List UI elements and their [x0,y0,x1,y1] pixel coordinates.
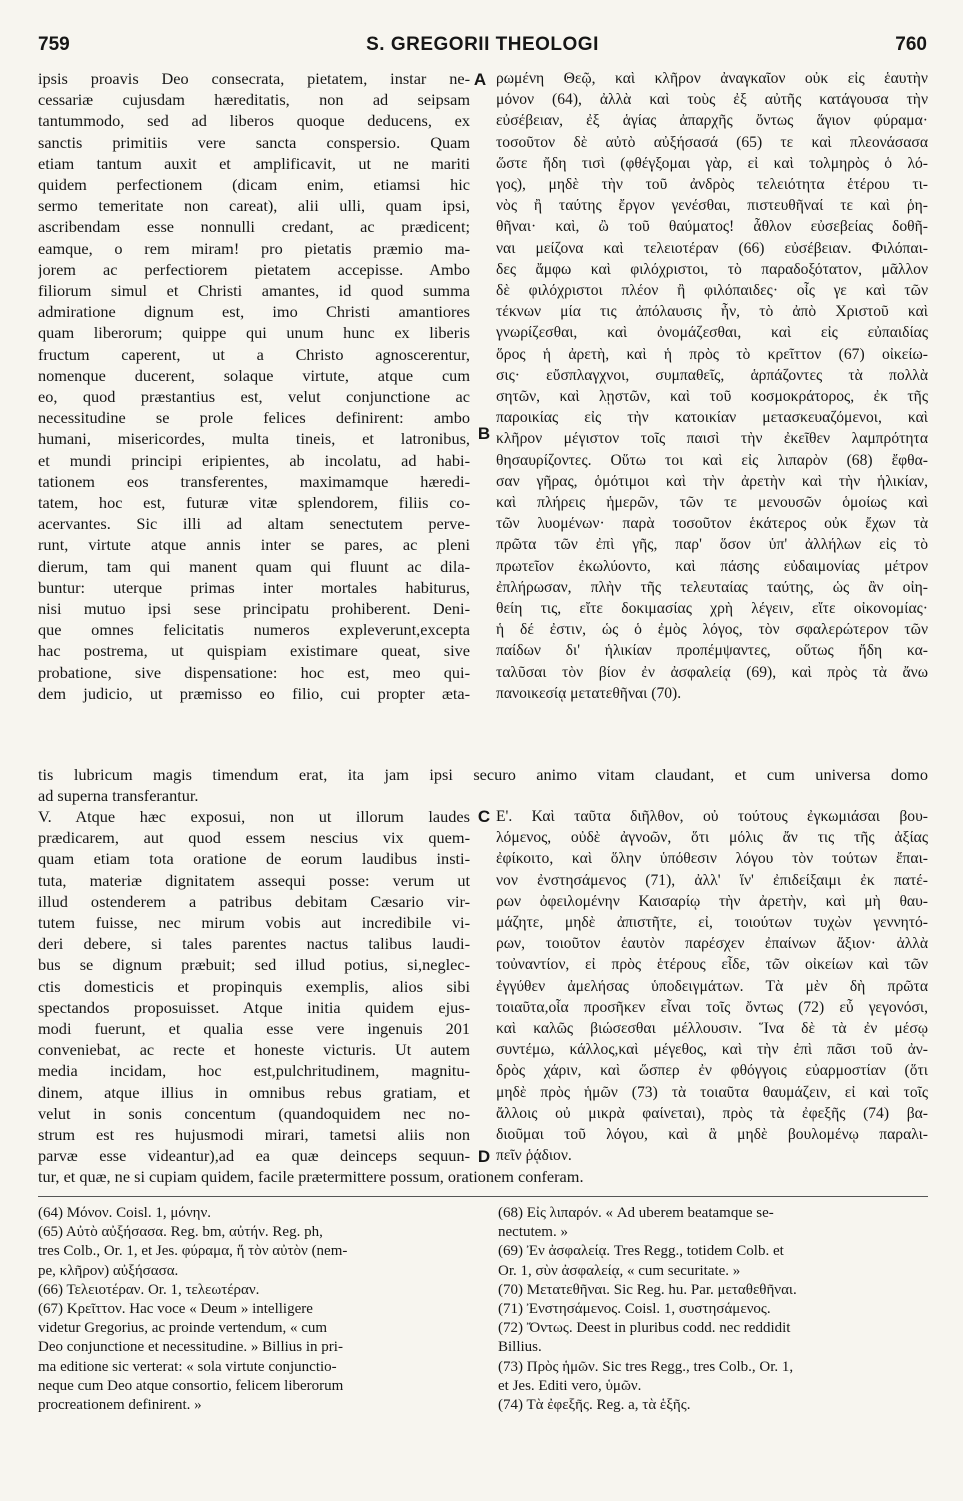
greek-text-line: ἐφίκοιτο, καὶ ὅλην ὑπόθεσιν λόγου τὸν τούτων ἔπαι- [496,850,928,868]
footnote-line: (69) Ἐν ἀσφαλείᾳ. Tres Regg., totidem Colb. et [498,1243,784,1260]
latin-text-line: quidem perfectionem (dicam enim, etiamsi hic [38,175,470,195]
greek-text-line: πανοικεσίᾳ μετατεθῆναι (70). [496,684,682,702]
latin-text-line: ctis domesticis et propinquis exemplis, alios sibi [38,976,470,996]
latin-text-line: dierum, tam qui manent quam qui fluunt ac dila- [38,556,470,576]
footnote-line: pe, κλῆρον) αὐξήσασα. [38,1262,179,1279]
latin-text-line: bus se dignum præbuit; sed illud potius, si,neglec- [38,955,470,975]
greek-text-line: ὥστε ἤδη τισὶ (φθέγξομαι γὰρ, εἰ καὶ τολμηρὸς ὁ λό- [496,154,928,172]
latin-text-line: nomenque ducerent, solaque virtute, atque cum [38,365,470,385]
latin-text-line: jorem ac perfectiorem pietatem accepisse. Ambo [38,259,470,279]
footnote-line: (64) Μόνον. Coisl. 1, μόνην. [38,1205,212,1221]
greek-text-line: καὶ καλῶς βιώσεσθαι μέλλουσιν. Ἵνα δὲ τὰ ἐν μέσῳ [496,1020,928,1038]
latin-text-line: eamque, o rem miram! pro pietatis præmio ma- [38,238,470,258]
latin-text-line: nisi mutuo ipsi sese principatu prohiberent. Deni- [38,599,470,619]
footnote-line: (73) Πρὸς ἡμῶν. Sic tres Regg., tres Colb., Or. 1, [498,1358,794,1375]
greek-column-top [496,68,928,704]
greek-text-line: δες ἄμφω καὶ φιλόχριστοι, τὸ παραδοξότατον, μᾶλλον [496,260,928,278]
greek-text-line: θῆναι· καὶ, ὢ τοῦ θαύματος! ἆθλον εὐσεβείας δοθῆ- [496,218,928,236]
page-number-left: 759 [38,34,70,55]
bridge-text-line: tis lubricum magis timendum erat, ita jam ipsi securo animo vitam claudant, et cum universa domo [38,765,928,784]
footnote-line: (74) Τὰ ἐφεξῆς. Reg. a, τὰ ἑξῆς. [498,1397,691,1414]
greek-text-line: θείη τις, εἴτε δοκιμασίας χρὴ λέγειν, εἴτε οἰκονομίας· [496,600,928,618]
latin-text-line: filiorum simul et Christi amantes, id quod summa [38,281,470,301]
latin-text-line: strum est res hujusmodi mirari, tametsi aliis non [38,1125,470,1145]
footnote-line: tres Colb., Or. 1, et Jes. φύραμα, ἥ τὸν αὐτὸν (nem- [38,1243,348,1260]
greek-text-line: τῶν λυομένων· παρὰ τοσοῦτον ἑκάτερος οὐκ ἔχων τὰ [496,515,928,533]
latin-text-line: conveniebat, ac recte et honeste victuris. Ut autem [38,1040,470,1060]
greek-text-line: συντέμω, κάλλος,καὶ μέγεθος, καὶ τὴν ἐπὶ πᾶσι τοῦ ἀν- [496,1041,928,1059]
greek-text-line: δὲ φιλόχριστοι πλέον ἢ φιλόπαιδες· οἷς γε καὶ τῶν [496,282,928,300]
closing-text-line: tur, et quæ, ne si cupiam quidem, facile prætermittere possum, orationem conferam. [38,1167,584,1186]
latin-text-line: media incidam, hoc est,pulchritudinem, magnitu- [38,1061,470,1081]
greek-text-line: διοῦμαι τοῦ λόγου, καὶ ἃ μηδὲ βουλομένῳ παραλι- [496,1126,928,1144]
footnote-line: (65) Αὐτὸ αὐξήσασα. Reg. bm, αὐτήν. Reg. ph, [38,1224,323,1241]
latin-text-line: illud ostenderem a patribus debitam Cæsario vir- [38,891,470,911]
greek-text-line: μηδὲ πρὸς ἡμῶν (73) τὰ τοιαῦτα θαυμάζειν, εἰ καὶ τοῖς [496,1083,928,1101]
latin-text-line: hac postrema, ut quispiam existimare queat, sive [38,641,470,661]
latin-text-line: buntur: uterque primas inter mortales habiturus, [38,577,470,597]
greek-text-line: γνωρίζεσθαι, καὶ ὀνομάζεσθαι, καὶ εἰς εὐπαιδίας [496,324,928,342]
latin-text-line: ascribendam esse nonnulli credant, ac prædicent; [38,217,470,237]
greek-text-line: νον ἐνστησάμενος (71), ἀλλ' ἵν' ἐπιδείξαιμι ἐκ πατέ- [496,871,928,889]
greek-text-line: ἐγγύθεν ἀμελήσας ὑποδειγμάτων. Τὰ μὲν δὴ πρῶτα [496,977,928,995]
greek-text-line: ἐπλήρωσαν, πλὴν τῆς τελευταίας ταύτης, ὡς ἂν οἰη- [496,578,928,596]
latin-text-line: quam etiam tota oratione de eorum laudibus insti- [38,849,470,869]
latin-text-line: sanctis primitiis vere sancta conspersio. Quam [38,132,470,152]
greek-column-bottom [496,806,928,1166]
latin-text-line: dem judicio, ut præmisso eo filio, cui propter æta- [38,683,470,703]
greek-text-line: τοὐναντίον, εἰ πρὸς ἑτέρους εἶδε, τῶν οἰκείων καὶ τῶν [496,956,928,974]
footnotes-left [38,1204,474,1415]
footnote-line: neque cum Deo atque consortio, felicem liberorum [38,1377,344,1394]
full-width-bridge [38,764,928,806]
greek-text-line: λόμενος, οὐδὲ ἀγνοῶν, ὅτι μόλις ἄν τις τῆς ἀξίας [496,829,928,847]
section-marker-c: C [477,807,491,826]
latin-text-line: parvæ esse videantur),ad ea quæ deinceps sequun- [38,1146,470,1166]
latin-text-line: spectandos proposuisset. Atque initia quidem ejus- [38,997,470,1017]
greek-text-line: ὅρος ἡ ἀρετὴ, καὶ ἡ πρὸς τὸ κρεῖττον (67) οἰκείω- [496,345,928,363]
greek-text-line: ἡ δέ ἐστιν, ὡς ὁ ἐμὸς λόγος, τὸν σφαλερώτερον τῶν [496,621,928,639]
greek-text-line: νὸς ἢ ταύτης ἔργον γενέσθαι, πιστευθῆναί τε καὶ ῥη- [496,197,928,215]
section-marker-b: B [477,424,491,443]
section-marker-a: A [473,70,487,89]
latin-text-line: tuta, materiæ dignitatem assequi posse: verum ut [38,870,470,890]
latin-text-line: quam liberorum; quippe qui unum hunc ex liberis [38,323,470,343]
greek-text-line: ρωμένη Θεῷ, καὶ κλῆρον ἀναγκαῖον οὐκ εἰς ἑαυτὴν [496,70,928,87]
latin-column-top [38,68,470,704]
latin-text-line: probatione, sive dispensatione: hoc est, meo qui- [38,662,470,682]
running-title: S. GREGORII THEOLOGI [366,34,599,55]
greek-text-line: εὐσέβειαν, ἐξ ἁγίας ἀπαρχῆς ὄντως ἅγιον φύραμα· [496,112,928,130]
latin-text-line: fructum caperent, ut a Christo agnoscerentur, [38,344,470,364]
greek-text-line: ταλῦσαι τὸν βίον ἐν ἀσφαλείᾳ (69), καὶ πρὸς τὰ ἄνω [496,663,928,681]
latin-text-line: acervantes. Sic illi ad altam senectutem perve- [38,514,470,534]
greek-text-line: θησαυρίζοντες. Οὕτω τοι καὶ εἰς λιπαρὸν (68) ἔφθα- [496,451,928,469]
greek-text-line: τέκνων μία τις ἀπόλαυσις ἦν, τὸ ἀπὸ Χριστοῦ καὶ [496,303,928,321]
page-number-right: 760 [895,34,927,55]
footnote-line: Billius. [498,1339,542,1356]
footnote-line: (72) Ὄντως. Deest in pluribus codd. nec reddidit [498,1320,791,1337]
section-marker-d: D [477,1147,491,1166]
greek-text-line: κλῆρον μέγιστον τοῖς παισὶ τὴν ἐκεῖθεν λαμπρότητα [496,430,928,448]
latin-text-line: necessitudine se prole felices definirent: ambo [38,408,470,428]
full-width-closing [38,1166,928,1187]
footnote-divider [38,1196,928,1197]
footnote-line: procreationem definirent. » [38,1397,202,1414]
footnotes-right [498,1204,928,1415]
latin-text-line: modi fuerunt, et qualia esse vere ingenuis 201 [38,1019,470,1039]
latin-text-line: velut in sonis concentum (quandoquidem nec no- [38,1103,470,1123]
latin-text-line: cessariæ cujusdam hæreditatis, non ad seipsam [38,90,470,110]
footnote-line: (67) Κρεῖττον. Hac voce « Deum » intelligere [38,1301,313,1318]
greek-text-line: ναι μείζονα καὶ τελειοτέραν (66) εὐσέβειαν. Φιλόπαι- [496,239,928,257]
footnote-line: (68) Εἰς λιπαρόν. « Ad uberem beatamque se- [498,1205,774,1221]
greek-text-line: παροικίας εἰς τὴν κατοικίαν μετασκευαζόμενοι, καὶ [496,409,928,427]
footnote-line: nectutem. » [498,1224,568,1241]
latin-text-line: eo, quod præstantius est, velut conjunctione ac [38,387,470,407]
footnote-line: (70) Μετατεθῆναι. Sic Reg. hu. Par. μεταθεθῆναι. [498,1281,797,1298]
greek-text-line: πεῖν ῥᾴδιον. [496,1147,572,1165]
greek-text-line: ρων, τοιοῦτον ἑαυτὸν παρέσχεν ἐπαίνων ἄξιον· ἀλλὰ [496,935,928,953]
bridge-text-line: ad superna transferantur. [38,786,199,806]
latin-text-line: runt, virtute atque annis inter se pares, ac pleni [38,535,470,555]
latin-text-line: deri debere, si tales parentes nactus talibus laudi- [38,934,470,954]
latin-text-line: admiratione dignum est, imo Christi amantiores [38,302,470,322]
latin-text-line: tatem, hoc est, futuræ vitæ splendorem, filiis co- [38,493,470,513]
latin-column-bottom [38,806,470,1166]
footnote-line: (66) Τελειοτέραν. Or. 1, τελεωτέραν. [38,1281,260,1298]
greek-text-line: καὶ πλήρεις ἡμερῶν, τῶν τε μενουσῶν ὁμοίως καὶ [496,494,928,512]
greek-text-line: πρωτεῖον ἐκωλύοντο, καὶ πάσης εὐδαιμονίας μέτρον [496,557,928,575]
footnote-line: ma editione sic verterat: « sola virtute conjunctio- [38,1358,337,1375]
latin-text-line: que omnes felicitatis numeros expleverunt,excepta [38,620,470,640]
latin-text-line: dinem, atque illius in omnibus rebus gratiam, et [38,1082,470,1102]
latin-text-line: prædicarem, aut quod essem nescius vix quem- [38,828,470,848]
latin-text-line: etiam tantum auxit et amplificavit, ut ne mariti [38,153,470,173]
footnote-line: (71) Ἐνστησάμενος. Coisl. 1, συστησάμενος. [498,1301,771,1318]
latin-text-line: V. Atque hæc exposui, non ut illorum laudes [38,807,470,826]
greek-text-line: μάζητε, μηδὲ ἀπιστῆτε, εἰ, τοιούτων τυχὼν γεννητό- [496,914,928,932]
greek-text-line: σις· εὔσπλαγχνοι, συμπαθεῖς, ἁρπάζοντες τὰ πολλὰ [496,366,928,384]
greek-text-line: τοσοῦτον δὲ αὐτὸ αὐξήσασά (65) τε καὶ πλεονάσασα [496,133,928,151]
footnote-line: et Jes. Editi vero, ὑμῶν. [498,1377,642,1394]
greek-text-line: σαν γῆρας, ὁμότιμοι καὶ τὴν ἀρετὴν καὶ τὴν ἡλικίαν, [496,472,928,490]
latin-text-line: humani, misericordes, multa tineis, et latronibus, [38,429,470,449]
greek-text-line: Ε'. Καὶ ταῦτα διῆλθον, οὐ τούτους ἐγκωμιάσαι βου- [496,808,928,825]
latin-text-line: tutem fuisse, nec mirum vobis aut incredibile vi- [38,913,470,933]
greek-text-line: πρῶτα τῶν ἐπὶ γῆς, παρ' ὅσον ὑπ' ἀλλήλων εἰς τὸ [496,536,928,554]
latin-text-line: sermo temeritate non careat), alii ulli, quam ipsi, [38,196,470,216]
footnote-line: videtur Gregorius, ac proinde vertendum, « cum [38,1320,328,1337]
greek-text-line: γος), μηδὲ τὴν τοῦ ἀνδρὸς τελειότητα ἑτέρου τι- [496,176,928,194]
greek-text-line: δρὸς χάριν, καὶ ὥσπερ ἐν φθόγγοις εὐαρμοστίαν (ὅτι [496,1062,928,1080]
footnote-line: Deo conjunctione et necessitudine. » Billius in pri- [38,1339,343,1356]
page-header [38,34,927,64]
greek-text-line: τοιαῦτα,οἷα προσῆκεν εἶναι τοῖς ὄντως (72) εὖ γεγονόσι, [496,998,928,1016]
latin-text-line: tantummodo, sed ad liberos quoque deducens, ex [38,111,470,131]
footnote-line: Or. 1, σὺν ἀσφαλείᾳ, « cum securitate. » [498,1262,741,1279]
greek-text-line: ρων ὀφειλομένην Καισαρίῳ τὴν ἀρετὴν, καὶ μὴ θαυ- [496,892,928,910]
greek-text-line: ἄλλοις οὐ μικρὰ φαίνεται), πρὸς τὰ ἐφεξῆς (74) βα- [496,1104,928,1122]
greek-text-line: παίδων δι' ἡλικίαν προπέμψαντες, οὕτως ἤδη κα- [496,642,928,660]
greek-text-line: μόνον (64), ἀλλὰ καὶ τοὺς ἐξ αὐτῆς κατάγουσα τὴν [496,91,928,109]
latin-text-line: ipsis proavis Deo consecrata, pietatem, instar ne- [38,69,470,88]
latin-text-line: tationem eos transferentes, maximamque hæredi- [38,471,470,491]
greek-text-line: σητῶν, καὶ λῃστῶν, καὶ τοῦ κοσμοκράτορος, ἐκ τῆς [496,388,928,406]
latin-text-line: et mundi principi eripientes, ab incolatu, ad habi- [38,450,470,470]
